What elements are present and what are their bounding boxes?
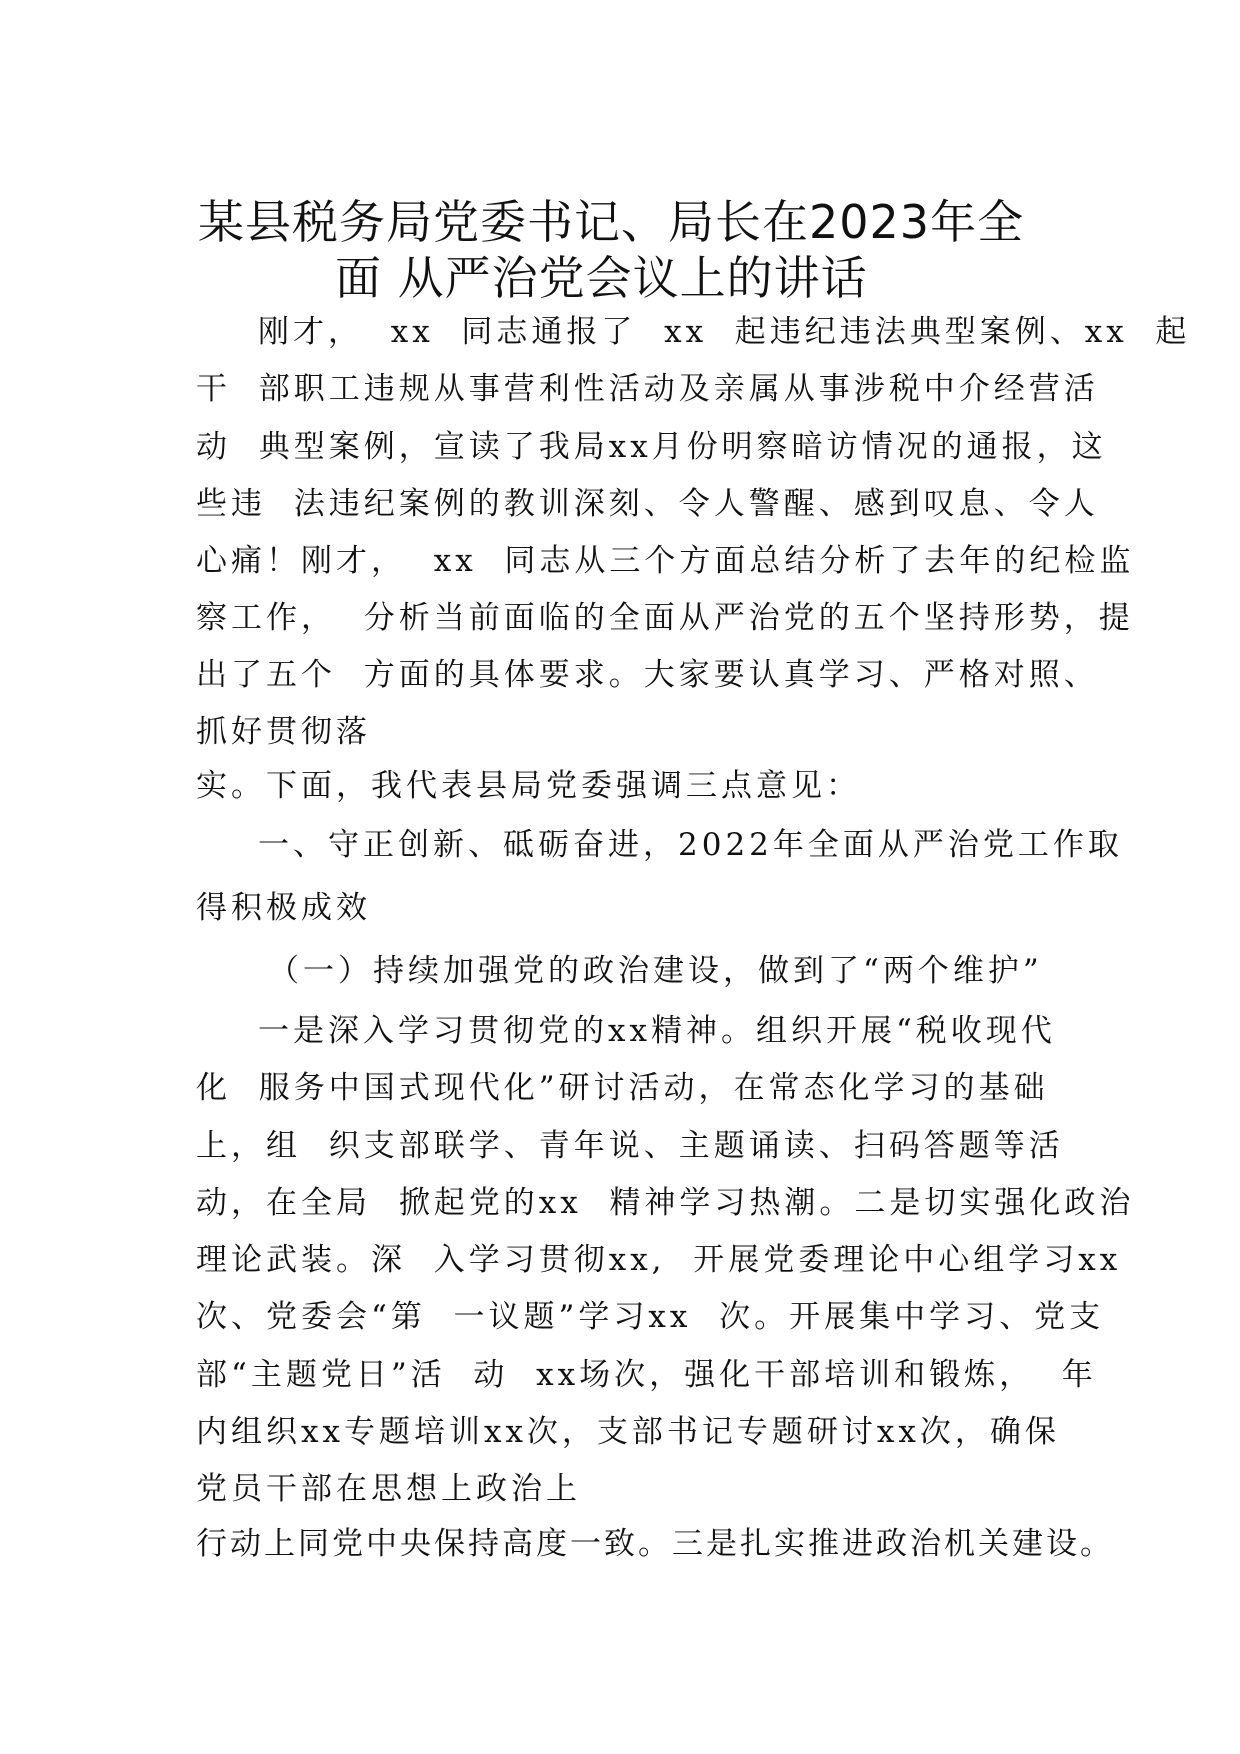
section-heading: 得积极成效 [196,890,371,926]
body-line: 理论武装。深 入学习贯彻xx, 开展党委理论中心组学习xx [196,1242,1122,1278]
body-line: 上，组 织支部联学、青年说、主题诵读、扫码答题等活 [196,1128,1064,1164]
body-line: 出了五个 方面的具体要求。大家要认真学习、严格对照、 [196,657,1099,693]
body-line: 一是深入学习贯彻党的xx精神。组织开展“税收现代 [258,1013,1056,1049]
body-line: 动，在全局 掀起党的xx 精神学习热潮。二是切实强化政治 [196,1185,1135,1221]
body-line: 实。下面，我代表县局党委强调三点意见： [196,768,861,804]
document-title-line-1: 某县税务局党委书记、局长在2023年全 [198,195,1025,249]
body-line: 化 服务中国式现代化”研讨活动，在常态化学习的基础 [196,1070,1049,1106]
body-line: 次、党委会“第 一议题”学习xx 次。开展集中学习、党支 [196,1299,1105,1335]
section-heading: 一、守正创新、砥砺奋进，2022年全面从严治党工作取 [258,827,1123,863]
body-line: 抓好贯彻落 [196,714,371,750]
body-line: 部“主题党日”活 动 xx场次，强化干部培训和锻炼， 年 [196,1357,1097,1393]
document-title-line-2: 面 从严治党会议上的讲话 [335,251,868,305]
body-line: 心痛！刚才， xx 同志从三个方面总结分析了去年的纪检监 [196,543,1135,579]
body-line: 干 部职工违规从事营利性活动及亲属从事涉税中介经营活 [196,371,1099,407]
body-line: 些违 法违纪案例的教训深刻、令人警醒、感到叹息、令人 [196,486,1099,522]
body-line: 行动上同党中央保持高度一致。三是扎实推进政治机关建设。 [196,1526,1114,1562]
body-line: 动 典型案例，宣读了我局xx月份明察暗访情况的通报，这 [196,429,1107,465]
body-line: 党员干部在思想上政治上 [196,1471,581,1507]
body-line: 刚才， xx 同志通报了 xx 起违纪违法典型案例、xx 起 [258,314,1191,350]
body-line: 察工作， 分析当前面临的全面从严治党的五个坚持形势，提 [196,600,1134,636]
body-line: 内组织xx专题培训xx次，支部书记专题研讨xx次，确保 [196,1414,1060,1450]
subsection-heading: （一）持续加强党的政治建设，做到了“两个维护” [268,953,1043,989]
